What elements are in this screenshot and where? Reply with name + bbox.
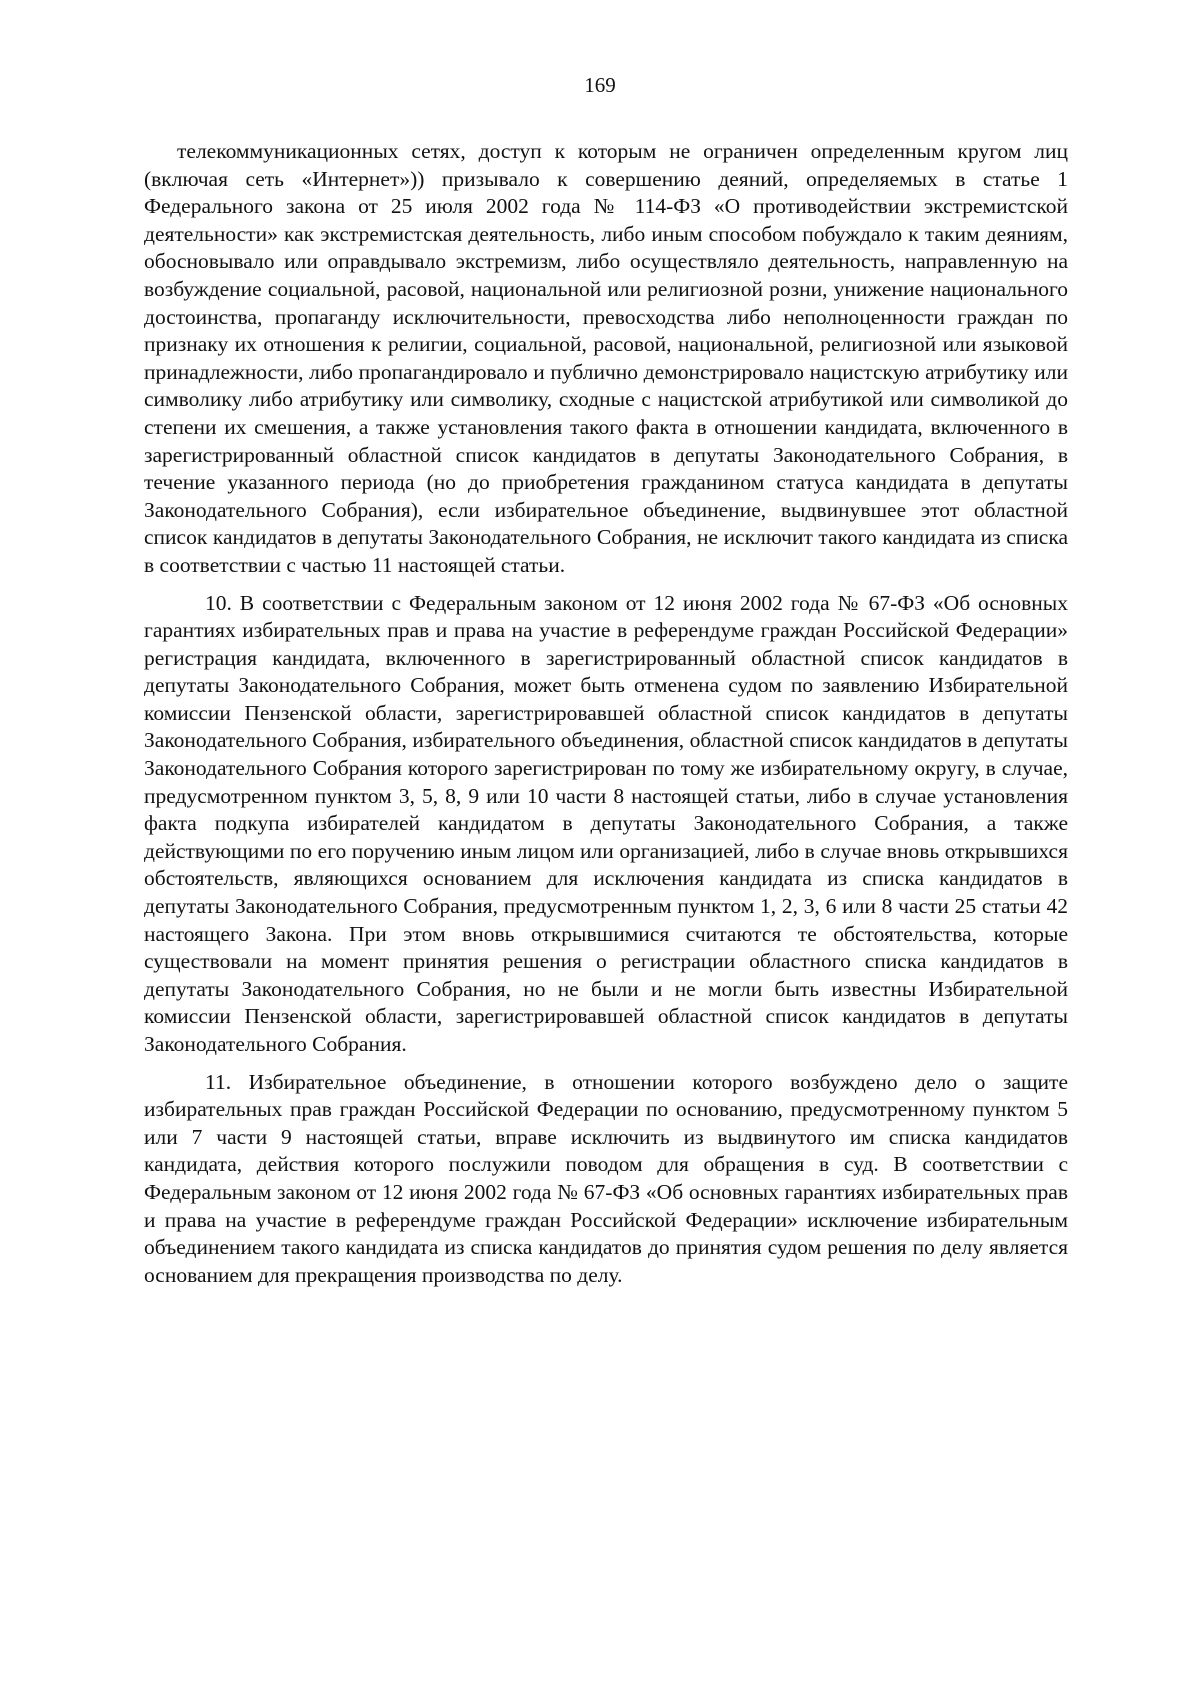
paragraph-10: 10. В соответствии с Федеральным законом от 12 июня 2002 года № 67-ФЗ «Об основных гарантиях избирательных прав и права на участие в референдуме граждан Российской Федерации» регистрация кандидата, включенного в зарегистрированный областной список кандидатов в депутаты Законодательного Собрания, может быть отменена судом по заявлению Избирательной комиссии Пензенской области, зарегистрировавшей областной список кандидатов в депутаты Законодательного Собрания, избирательного объединения, областной список кандидатов в депутаты Законодательного Собрания которого зарегистрирован по тому же избирательному округу, в случае, предусмотренном пунктом 3, 5, 8, 9 или 10 части 8 настоящей статьи, либо в случае установления факта подкупа избирателей кандидатом в депутаты Законодательного Собрания, а также действующими по его поручению иным лицом или организацией, либо в случае вновь открывшихся обстоятельств, являющихся основанием для исключения кандидата из списка кандидатов в депутаты Законодательного Собрания, предусмотренным пунктом 1, 2, 3, 6 или 8 части 25 статьи 42 настоящего Закона. При этом вновь открывшимися считаются те обстоятельства, которые существовали на момент принятия решения о регистрации областного списка кандидатов в депутаты Законодательного Собрания, но не были и не могли быть известны Избирательной комиссии Пензенской области, зарегистрировавшей областной список кандидатов в депутаты Законодательного Собрания. bbox=[144, 590, 1068, 1056]
page-number: 169 bbox=[584, 73, 616, 97]
document-body bbox=[144, 138, 1068, 1299]
paragraph-9-continued: телекоммуникационных сетях, доступ к которым не ограничен определенным кругом лиц (включая сеть «Интернет»)) призывало к совершению деяний, определяемых в статье 1 Федерального закона от 25 июля 2002 года № 114-ФЗ «О противодействии экстремистской деятельности» как экстремистская деятельность, либо иным способом побуждало к таким деяниям, обосновывало или оправдывало экстремизм, либо осуществляло деятельность, направленную на возбуждение социальной, расовой, национальной или религиозной розни, унижение национального достоинства, пропаганду исключительности, превосходства либо неполноценности граждан по признаку их отношения к религии, социальной, расовой, национальной, религиозной или языковой принадлежности, либо пропагандировало и публично демонстрировало нацистскую атрибутику или символику либо атрибутику или символику, сходные с нацистской атрибутикой или символикой до степени их смешения, а также установления такого факта в отношении кандидата, включенного в зарегистрированный областной список кандидатов в депутаты Законодательного Собрания, в течение указанного периода (но до приобретения гражданином статуса кандидата в депутаты Законодательного Собрания), если избирательное объединение, выдвинувшее этот областной список кандидатов в депутаты Законодательного Собрания, не исключит такого кандидата из списка в соответствии с частью 11 настоящей статьи. bbox=[144, 139, 1068, 577]
paragraph-11: 11. Избирательное объединение, в отношении которого возбуждено дело о защите избирательных прав граждан Российской Федерации по основанию, предусмотренному пунктом 5 или 7 части 9 настоящей статьи, вправе исключить из выдвинутого им списка кандидатов кандидата, действия которого послужили поводом для обращения в суд. В соответствии с Федеральным законом от 12 июня 2002 года № 67-ФЗ «Об основных гарантиях избирательных прав и права на участие в референдуме граждан Российской Федерации» исключение избирательным объединением такого кандидата из списка кандидатов до принятия судом решения по делу является основанием для прекращения производства по делу. bbox=[144, 1069, 1068, 1287]
